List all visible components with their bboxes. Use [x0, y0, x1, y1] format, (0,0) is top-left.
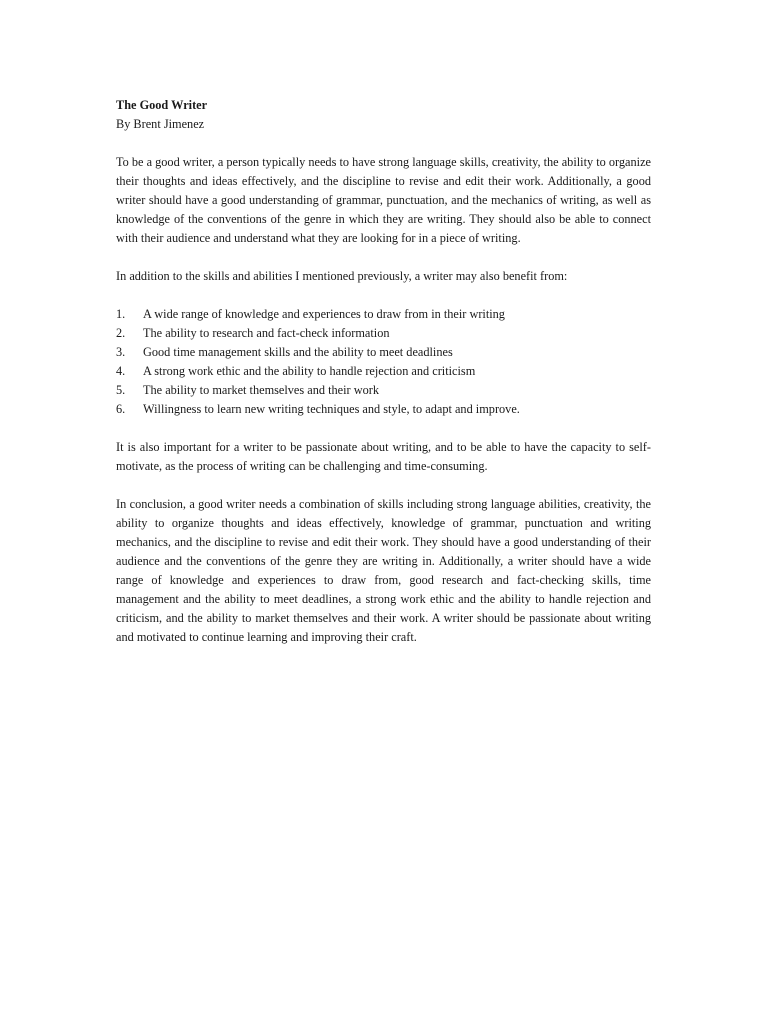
- list-item-text: A strong work ethic and the ability to handle rejection and criticism: [143, 364, 476, 378]
- list-item: [116, 305, 651, 324]
- list-item: [116, 381, 651, 400]
- paragraph-list-lead: In addition to the skills and abilities I mentioned previously, a writer may also benefit from:: [116, 269, 568, 283]
- list-item: [116, 362, 651, 381]
- document-author: By Brent Jimenez: [116, 117, 205, 131]
- list-item: [116, 343, 651, 362]
- list-item-text: The ability to research and fact-check information: [143, 326, 390, 340]
- list-item-text: A wide range of knowledge and experiences to draw from in their writing: [143, 307, 505, 321]
- list-item-number: 1.: [116, 307, 126, 321]
- paragraph-intro: To be a good writer, a person typically needs to have strong language skills, creativity, the ability to organize their thoughts and ideas effectively, and the discipline to revise and edit their work. Additionally, a good writer should have a good understanding of grammar, punctuation, and the mechanics of writing, as well as knowledge of the conventions of the genre in which they are writing. They should also be able to connect with their audience and understand what they are looking for in a piece of writing.: [116, 155, 651, 245]
- list-item-number: 6.: [116, 402, 126, 416]
- document-title: The Good Writer: [116, 98, 208, 112]
- list-item-text: The ability to market themselves and their work: [143, 383, 379, 397]
- list-item-number: 3.: [116, 345, 126, 359]
- paragraph-conclusion: In conclusion, a good writer needs a combination of skills including strong language abilities, creativity, the ability to organize thoughts and ideas effectively, knowledge of grammar, punctuation and writing mechanics, and the discipline to revise and edit their work. They should have a good understanding of their audience and the conventions of the genre they are writing in. Additionally, a writer should have a wide range of knowledge and experiences to draw from, good research and fact-checking skills, time management and the ability to meet deadlines, a strong work ethic and the ability to handle rejection and criticism, and the ability to market themselves and their work. A writer should be passionate about writing and motivated to continue learning and improving their craft.: [116, 497, 651, 644]
- list-item-number: 4.: [116, 364, 126, 378]
- document-body: [116, 96, 651, 666]
- list-item-number: 2.: [116, 326, 126, 340]
- list-item-number: 5.: [116, 383, 126, 397]
- list-item-text: Good time management skills and the ability to meet deadlines: [143, 345, 453, 359]
- skills-list: [116, 305, 651, 419]
- paragraph-passion: It is also important for a writer to be passionate about writing, and to be able to have the capacity to self-motivate, as the process of writing can be challenging and time-consuming.: [116, 440, 651, 473]
- list-item: [116, 400, 651, 419]
- list-item: [116, 324, 651, 343]
- list-item-text: Willingness to learn new writing techniques and style, to adapt and improve.: [143, 402, 520, 416]
